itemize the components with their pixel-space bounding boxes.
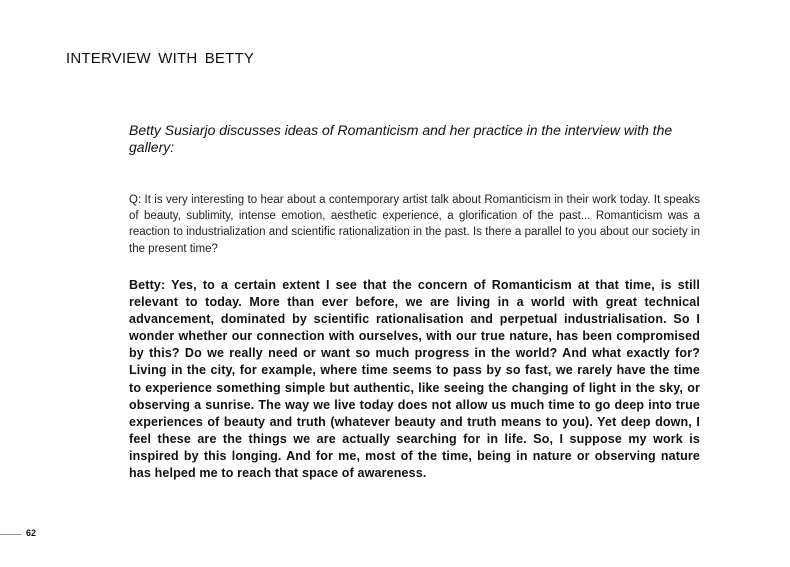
page-number: 62 (26, 528, 37, 538)
page-title: INTERVIEW WITH BETTY (66, 50, 255, 67)
answer-paragraph: Betty: Yes, to a certain extent I see that the concern of Romanticism at that time, is still relevant to today. More than ever before, we are living in a world with great technical advancement, dominated by scientific rationalisation and perpetual industrialisation. So I wonder whether our connection with ourselves, with our true nature, has been compromised by this? Do we really need or want so much progress in the world? And what exactly for? Living in the city, for example, where time seems to pass by so fast, we rarely have the time to experience something simple but authentic, like seeing the changing of light in the sky, or observing a sunrise. The way we live today does not allow us much time to go deep into true experiences of beauty and truth (whatever beauty and truth means to you). Yet deep down, I feel these are the things we are actually searching for in life. So, I suppose my work is inspired by this longing. And for me, most of the time, being in nature or observing nature has helped me to reach that space of awareness. (129, 278, 700, 481)
footer-rule (0, 534, 22, 535)
intro-paragraph: Betty Susiarjo discusses ideas of Romanticism and her practice in the interview with the gallery: (129, 122, 673, 155)
question-paragraph: Q: It is very interesting to hear about a contemporary artist talk about Romanticism in their work today. It speaks of beauty, sublimity, intense emotion, aesthetic experience, a glorification of the past... Romanticism was a reaction to industrialization and scientific rationalization in the past. Is there a parallel to you about our society in the present time? (129, 194, 700, 255)
